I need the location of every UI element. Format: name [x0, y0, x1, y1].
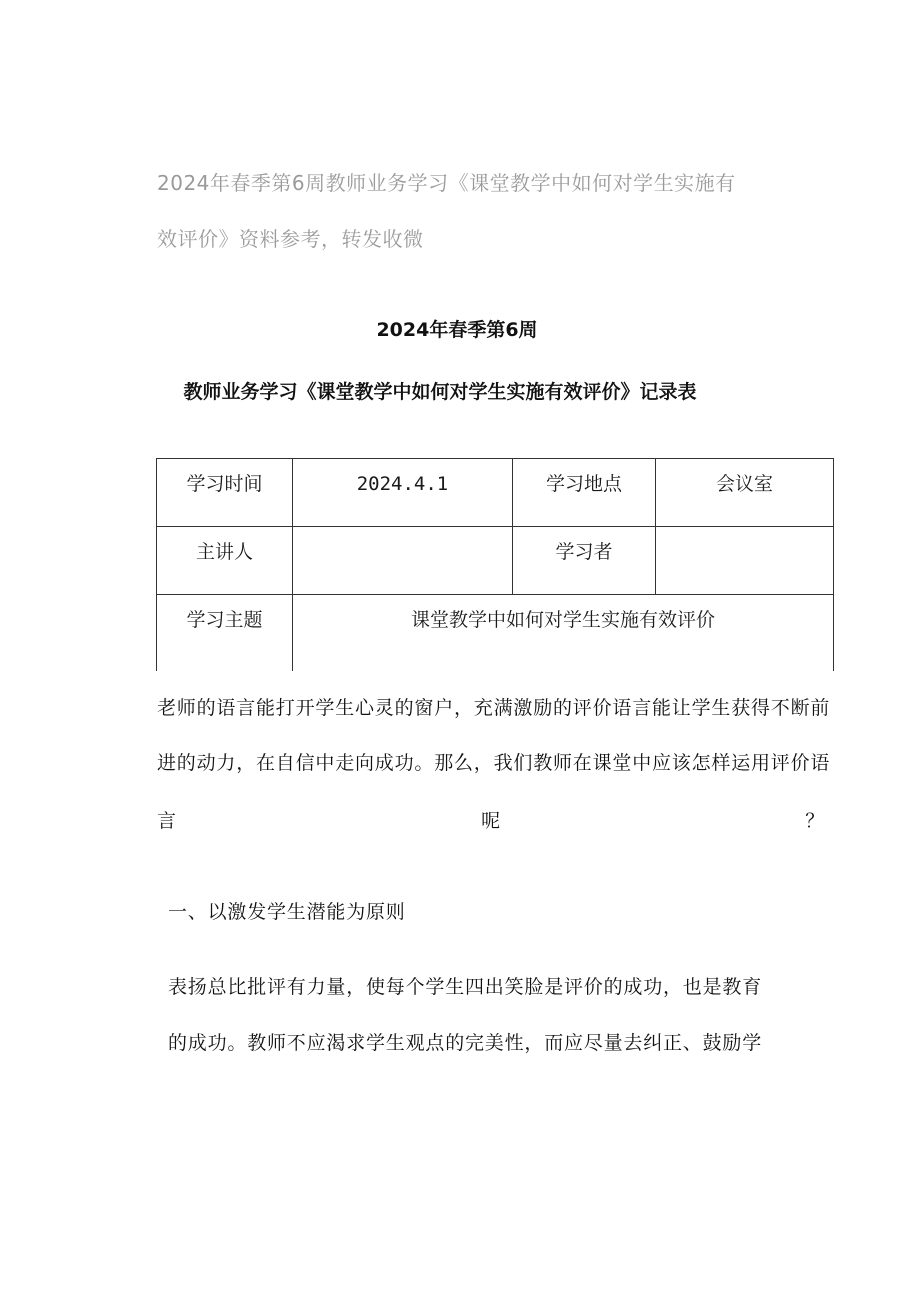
paragraph-line: 老师的语言能打开学生心灵的窗户，充满激励的评价语言能让学生获得不断前	[157, 697, 831, 719]
label-study-place: 学习地点	[513, 459, 656, 527]
justified-char: 言	[157, 810, 177, 832]
value-speaker	[293, 527, 513, 595]
record-heading-week: 2024年春季第6周	[376, 319, 538, 341]
value-study-topic: 课堂教学中如何对学生实施有效评价	[293, 595, 834, 671]
paragraph-line-justified	[157, 806, 825, 833]
paragraph-line: 进的动力，在自信中走向成功。那么，我们教师在课堂中应该怎样运用评价语	[157, 752, 831, 774]
value-study-time: 2024.4.1	[293, 459, 513, 527]
label-speaker: 主讲人	[157, 527, 293, 595]
value-learner	[656, 527, 834, 595]
justified-char: 呢	[481, 810, 501, 832]
table-row	[157, 527, 834, 595]
paragraph-line: 表扬总比批评有力量，使每个学生四出笑脸是评价的成功，也是教育	[168, 976, 763, 998]
label-study-time: 学习时间	[157, 459, 293, 527]
label-study-topic: 学习主题	[157, 595, 293, 671]
justified-char: ？	[805, 810, 825, 832]
record-heading-title: 教师业务学习《课堂教学中如何对学生实施有效评价》记录表	[183, 381, 697, 403]
value-study-place: 会议室	[656, 459, 834, 527]
table-row	[157, 459, 834, 527]
study-record-table	[156, 458, 834, 671]
section-heading: 一、以激发学生潜能为原则	[168, 901, 406, 923]
document-title-line-2: 效评价》资料参考，转发收微	[157, 227, 424, 251]
label-learner: 学习者	[513, 527, 656, 595]
document-title-line-1: 2024年春季第6周教师业务学习《课堂教学中如何对学生实施有	[157, 171, 736, 195]
paragraph-line: 的成功。教师不应渴求学生观点的完美性，而应尽量去纠正、鼓励学	[168, 1032, 763, 1054]
table-row	[157, 595, 834, 671]
